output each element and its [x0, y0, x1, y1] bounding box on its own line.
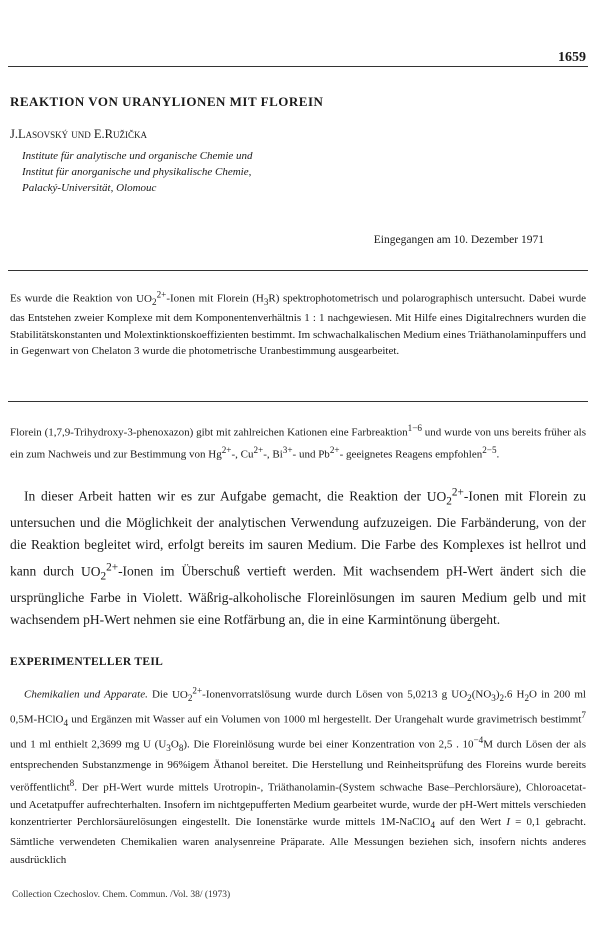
affiliation-line: Institute für analytische und organische Chemie und	[22, 150, 253, 162]
intro-text: und wurde von uns bereits früher als ein zum Nachweis und zur Bestimmung von Hg	[10, 426, 586, 461]
experimental-paragraph	[10, 682, 586, 869]
exp-text: )	[495, 688, 500, 701]
exp-text: M durch Lösen der als entsprechenden Substanzmenge in 96%igem Äthanol bereitet. Die Herstellung und Reinheitsprüfung des Floreins wurde bereits veröffentlicht	[10, 738, 586, 794]
formula-sup: 2+	[221, 444, 232, 455]
body-text: -Ionen im Überschuß vertieft werden. Mit wachsendem pH-Wert ändert sich die ursprüngliche Farbe in Violett. Wäßrig-alkoholische Floreinlösungen im sauren Medium gelb und mit wachsendem pH-Wert nehmen sie eine Rotfärbung an, die in eine Karmintönung übergeht.	[10, 563, 587, 628]
intro-text: - geeignetes Reagens empfohlen	[339, 448, 483, 461]
exp-text: .6 H	[504, 688, 525, 701]
exp-text: -Ionenvorratslösung wurde durch Lösen von 5,0213 g UO	[202, 688, 468, 701]
exp-text: auf den Wert	[435, 815, 507, 828]
formula-uo2	[426, 486, 464, 508]
reference-mark: 1−6	[407, 423, 422, 433]
paragraph-lead: Chemikalien und Apparate.	[24, 688, 148, 701]
exp-text: O in 200 ml 0,5M-HClO	[10, 688, 586, 726]
formula-sub: 3	[491, 692, 496, 703]
formula-sub: 4	[430, 820, 436, 831]
article-authors: J.Lasovský und E.Ružička	[10, 127, 147, 141]
intro-text: - und Pb	[292, 448, 330, 461]
formula-sup: 3+	[282, 444, 293, 455]
intro-text: .	[496, 448, 500, 461]
exp-text: O	[170, 738, 179, 751]
exp-text: und 1 ml enthielt 2,3699 mg U (U	[10, 738, 167, 751]
formula-sup: 2+	[106, 561, 119, 574]
affiliation-line: Palacký-Universität, Olomouc	[22, 182, 157, 194]
formula-sup: 2+	[253, 444, 264, 455]
exp-text: Die	[147, 688, 172, 701]
formula-uo2	[80, 561, 119, 583]
footer-citation: Collection Czechoslov. Chem. Commun. /Vol. 38/ (1973)	[12, 890, 231, 900]
formula-text: UO	[171, 688, 188, 701]
formula-sup: 2+	[329, 444, 340, 455]
formula-text: UO	[80, 563, 101, 579]
exp-text: = 0,1 gebracht. Sämtliche verwendeten Chemikalien waren analysenreine Präparate. Alle Messungen beziehen sich, insofern nichts anderes ausdrücklich	[10, 815, 586, 866]
formula-sup: 2+	[192, 685, 203, 695]
formula-sub: 2	[187, 692, 193, 703]
page-number: 1659	[558, 50, 586, 65]
formula-sub: 3	[263, 296, 269, 307]
formula-sub: 2	[446, 495, 452, 508]
abstract-text: R) spektrophotometrisch und polarographisch untersucht. Dabei wurde das Entstehen zweier Komplexe mit dem Komponentenverhältnis 1 : 1 nachgewiesen. Mit Hilfe eines Digitalrechners wurden die Stabilitätskonstanten und Molextinktionskoeffizienten bestimmt. Im schwachalkalischen Medium eines Triäthanolaminpuffers und in Gegenwart von Chelaton 3 wurde die photometrische Uranbestimmung ausgearbeitet.	[10, 292, 586, 358]
reference-mark: 8	[69, 777, 75, 788]
formula-text: UO	[426, 488, 447, 504]
intro-text: -, Bi	[263, 448, 283, 461]
body-text: -Ionen mit Florein zu untersuchen und die Möglichkeit der analytischen Verwendung aufzuzeigen. Die Farbänderung, von der die Reaktion begleitet wird, erfolgt bereits im sauren Medium. Die Farbe des Komplexes ist hellrot und kann durch	[10, 488, 586, 579]
formula-sub: 2	[467, 692, 472, 703]
formula-sub: 8	[178, 743, 184, 754]
abstract	[10, 286, 586, 360]
formula-sub: 2	[524, 692, 530, 703]
intro-text: -, Cu	[231, 448, 254, 461]
variable-symbol: I	[506, 815, 511, 828]
article-title: REAKTION VON URANYLIONEN MIT FLOREIN	[10, 94, 324, 109]
formula-uo2	[171, 685, 203, 703]
formula-text: UO	[136, 292, 152, 305]
formula-sub: 3	[166, 743, 171, 754]
header-rule	[8, 66, 588, 67]
intro-text: Florein (1,7,9-Trihydroxy-3-phenoxazon) gibt mit zahlreichen Kationen eine Farbreaktion	[10, 426, 408, 439]
formula-sup: 2+	[156, 289, 167, 299]
formula-sub: 4	[63, 717, 69, 728]
section-heading: EXPERIMENTELLER TEIL	[10, 656, 164, 668]
intro-paragraph	[10, 420, 586, 463]
abstract-text: Es wurde die Reaktion von	[10, 292, 137, 305]
exp-text: (NO	[471, 688, 492, 701]
formula-sub: 2	[100, 570, 107, 583]
exp-text: und Ergänzen mit Wasser auf ein Volumen von 1000 ml hergestellt. Der Urangehalt wurde gravimetrisch bestimmt	[68, 713, 582, 726]
exp-text: . Der pH-Wert wurde mittels Urotropin-, Triäthanolamin-(System schwache Base–Perchlorsäure), Chloroacetat- und Acetatpuffer aufrechterhalten. Insofern im nichtgepufferten Medium gearbeitet wurde, wurde der pH-Wert mittels verschieden konzentrierter Perchlorsäurelösungen eingestellt. Die Ionenstärke wurde mittels 1M-NaClO	[10, 781, 586, 828]
body-text: In dieser Arbeit hatten wir es zur Aufgabe gemacht, die Reaktion der	[24, 488, 427, 504]
reference-mark: 7	[581, 710, 586, 721]
formula-sub: 2	[151, 296, 157, 307]
reference-mark: 2−5	[482, 444, 497, 455]
formula-sup: 2+	[451, 486, 464, 498]
formula-sub: 2	[499, 692, 505, 703]
abstract-top-rule	[8, 270, 588, 271]
formula-uo2	[136, 289, 167, 307]
exp-text: ). Die Floreinlösung wurde bei einer Konzentration von 2,5 . 10	[183, 738, 474, 751]
affiliation	[22, 148, 253, 196]
abstract-text: -Ionen mit Florein (H	[166, 292, 264, 305]
received-date: Eingegangen am 10. Dezember 1971	[373, 234, 544, 246]
formula-sup: −4	[473, 735, 484, 746]
abstract-bottom-rule	[8, 401, 588, 402]
affiliation-line: Institut für anorganische und physikalische Chemie,	[22, 166, 252, 178]
body-paragraph	[10, 481, 586, 631]
